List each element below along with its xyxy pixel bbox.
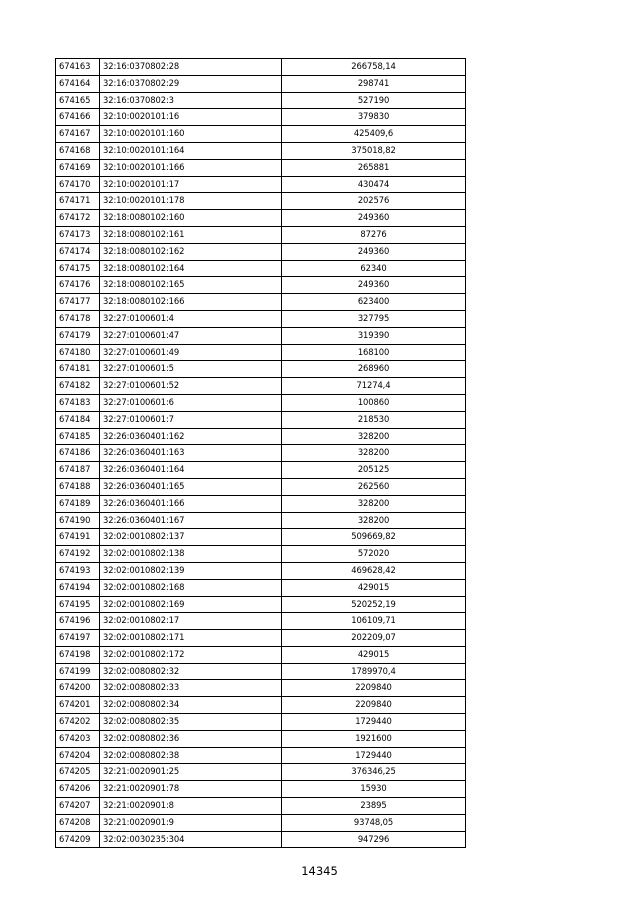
row-id-cell: 674192 (56, 546, 100, 563)
row-id-cell: 674206 (56, 781, 100, 798)
row-id-cell: 674174 (56, 243, 100, 260)
row-id-cell: 674207 (56, 798, 100, 815)
table-row (56, 361, 466, 378)
table-row (56, 378, 466, 395)
row-id-cell: 674183 (56, 394, 100, 411)
row-id-cell: 674176 (56, 277, 100, 294)
row-id-cell: 674177 (56, 294, 100, 311)
value-cell: 429015 (282, 579, 466, 596)
cadastral-number-cell: 32:02:0010802:138 (100, 546, 282, 563)
table-row (56, 730, 466, 747)
table-row (56, 512, 466, 529)
row-id-cell: 674167 (56, 126, 100, 143)
table-row (56, 243, 466, 260)
cadastral-number-cell: 32:16:0370802:3 (100, 92, 282, 109)
value-cell: 168100 (282, 344, 466, 361)
table-row (56, 798, 466, 815)
cadastral-value-table (55, 58, 466, 848)
table-row (56, 529, 466, 546)
value-cell: 100860 (282, 394, 466, 411)
table-row (56, 109, 466, 126)
row-id-cell: 674196 (56, 613, 100, 630)
row-id-cell: 674184 (56, 411, 100, 428)
table-row (56, 310, 466, 327)
cadastral-number-cell: 32:21:0020901:8 (100, 798, 282, 815)
row-id-cell: 674209 (56, 831, 100, 848)
value-cell: 379830 (282, 109, 466, 126)
cadastral-number-cell: 32:21:0020901:9 (100, 814, 282, 831)
value-cell: 15930 (282, 781, 466, 798)
table-row (56, 630, 466, 647)
table-row (56, 747, 466, 764)
table-row (56, 462, 466, 479)
cadastral-number-cell: 32:02:0010802:169 (100, 596, 282, 613)
cadastral-number-cell: 32:26:0360401:164 (100, 462, 282, 479)
value-cell: 249360 (282, 277, 466, 294)
row-id-cell: 674166 (56, 109, 100, 126)
cadastral-number-cell: 32:16:0370802:29 (100, 75, 282, 92)
value-cell: 249360 (282, 210, 466, 227)
row-id-cell: 674195 (56, 596, 100, 613)
cadastral-number-cell: 32:27:0100601:6 (100, 394, 282, 411)
cadastral-number-cell: 32:16:0370802:28 (100, 59, 282, 76)
row-id-cell: 674180 (56, 344, 100, 361)
value-cell: 947296 (282, 831, 466, 848)
row-id-cell: 674163 (56, 59, 100, 76)
table-row (56, 445, 466, 462)
value-cell: 202576 (282, 193, 466, 210)
row-id-cell: 674205 (56, 764, 100, 781)
value-cell: 572020 (282, 546, 466, 563)
row-id-cell: 674187 (56, 462, 100, 479)
value-cell: 202209,07 (282, 630, 466, 647)
row-id-cell: 674190 (56, 512, 100, 529)
table-row (56, 596, 466, 613)
table-row (56, 428, 466, 445)
value-cell: 327795 (282, 310, 466, 327)
value-cell: 2209840 (282, 697, 466, 714)
table-row (56, 92, 466, 109)
row-id-cell: 674182 (56, 378, 100, 395)
row-id-cell: 674179 (56, 327, 100, 344)
row-id-cell: 674193 (56, 562, 100, 579)
row-id-cell: 674208 (56, 814, 100, 831)
row-id-cell: 674191 (56, 529, 100, 546)
cadastral-number-cell: 32:27:0100601:5 (100, 361, 282, 378)
row-id-cell: 674185 (56, 428, 100, 445)
row-id-cell: 674200 (56, 680, 100, 697)
table-row (56, 697, 466, 714)
cadastral-number-cell: 32:10:0020101:160 (100, 126, 282, 143)
cadastral-number-cell: 32:18:0080102:164 (100, 260, 282, 277)
cadastral-number-cell: 32:27:0100601:7 (100, 411, 282, 428)
table-row (56, 193, 466, 210)
value-cell: 319390 (282, 327, 466, 344)
cadastral-number-cell: 32:26:0360401:162 (100, 428, 282, 445)
value-cell: 205125 (282, 462, 466, 479)
table-row (56, 210, 466, 227)
cadastral-number-cell: 32:26:0360401:167 (100, 512, 282, 529)
value-cell: 425409,6 (282, 126, 466, 143)
row-id-cell: 674204 (56, 747, 100, 764)
table-row (56, 781, 466, 798)
cadastral-number-cell: 32:18:0080102:161 (100, 226, 282, 243)
value-cell: 218530 (282, 411, 466, 428)
value-cell: 298741 (282, 75, 466, 92)
table-row (56, 59, 466, 76)
table-row (56, 159, 466, 176)
value-cell: 2209840 (282, 680, 466, 697)
cadastral-number-cell: 32:02:0010802:139 (100, 562, 282, 579)
row-id-cell: 674188 (56, 478, 100, 495)
row-id-cell: 674178 (56, 310, 100, 327)
cadastral-number-cell: 32:02:0010802:17 (100, 613, 282, 630)
cadastral-number-cell: 32:02:0010802:137 (100, 529, 282, 546)
cadastral-number-cell: 32:18:0080102:165 (100, 277, 282, 294)
table-row (56, 142, 466, 159)
value-cell: 1921600 (282, 730, 466, 747)
table-row (56, 714, 466, 731)
value-cell: 520252,19 (282, 596, 466, 613)
value-cell: 328200 (282, 428, 466, 445)
page-number: 14345 (301, 864, 338, 878)
cadastral-number-cell: 32:02:0080802:33 (100, 680, 282, 697)
row-id-cell: 674202 (56, 714, 100, 731)
value-cell: 106109,71 (282, 613, 466, 630)
row-id-cell: 674171 (56, 193, 100, 210)
table-row (56, 814, 466, 831)
value-cell: 509669,82 (282, 529, 466, 546)
cadastral-number-cell: 32:10:0020101:178 (100, 193, 282, 210)
cadastral-number-cell: 32:26:0360401:163 (100, 445, 282, 462)
cadastral-number-cell: 32:21:0020901:78 (100, 781, 282, 798)
row-id-cell: 674197 (56, 630, 100, 647)
table-row (56, 260, 466, 277)
row-id-cell: 674170 (56, 176, 100, 193)
table-row (56, 831, 466, 848)
cadastral-number-cell: 32:02:0080802:38 (100, 747, 282, 764)
table-row (56, 327, 466, 344)
cadastral-number-cell: 32:02:0080802:32 (100, 663, 282, 680)
table-row (56, 126, 466, 143)
table-row (56, 546, 466, 563)
row-id-cell: 674165 (56, 92, 100, 109)
cadastral-number-cell: 32:26:0360401:165 (100, 478, 282, 495)
cadastral-number-cell: 32:10:0020101:17 (100, 176, 282, 193)
cadastral-number-cell: 32:26:0360401:166 (100, 495, 282, 512)
row-id-cell: 674203 (56, 730, 100, 747)
value-cell: 1789970,4 (282, 663, 466, 680)
table-row (56, 646, 466, 663)
table-row (56, 613, 466, 630)
table-row (56, 176, 466, 193)
value-cell: 93748,05 (282, 814, 466, 831)
table-row (56, 562, 466, 579)
value-cell: 262560 (282, 478, 466, 495)
value-cell: 265881 (282, 159, 466, 176)
table-row (56, 411, 466, 428)
value-cell: 375018,82 (282, 142, 466, 159)
row-id-cell: 674189 (56, 495, 100, 512)
table-row (56, 294, 466, 311)
value-cell: 376346,25 (282, 764, 466, 781)
table-row (56, 495, 466, 512)
cadastral-number-cell: 32:27:0100601:49 (100, 344, 282, 361)
value-cell: 266758,14 (282, 59, 466, 76)
row-id-cell: 674169 (56, 159, 100, 176)
table-row (56, 663, 466, 680)
value-cell: 430474 (282, 176, 466, 193)
row-id-cell: 674172 (56, 210, 100, 227)
row-id-cell: 674181 (56, 361, 100, 378)
value-cell: 62340 (282, 260, 466, 277)
cadastral-number-cell: 32:02:0010802:171 (100, 630, 282, 647)
cadastral-number-cell: 32:27:0100601:4 (100, 310, 282, 327)
table-row (56, 226, 466, 243)
row-id-cell: 674201 (56, 697, 100, 714)
value-cell: 249360 (282, 243, 466, 260)
cadastral-number-cell: 32:02:0030235:304 (100, 831, 282, 848)
cadastral-number-cell: 32:21:0020901:25 (100, 764, 282, 781)
value-cell: 268960 (282, 361, 466, 378)
value-cell: 71274,4 (282, 378, 466, 395)
row-id-cell: 674198 (56, 646, 100, 663)
value-cell: 23895 (282, 798, 466, 815)
table-row (56, 478, 466, 495)
row-id-cell: 674199 (56, 663, 100, 680)
cadastral-number-cell: 32:02:0080802:34 (100, 697, 282, 714)
value-cell: 328200 (282, 445, 466, 462)
value-cell: 429015 (282, 646, 466, 663)
cadastral-number-cell: 32:27:0100601:47 (100, 327, 282, 344)
cadastral-number-cell: 32:10:0020101:16 (100, 109, 282, 126)
table-row (56, 764, 466, 781)
value-cell: 328200 (282, 495, 466, 512)
table-row (56, 394, 466, 411)
row-id-cell: 674164 (56, 75, 100, 92)
table-row (56, 277, 466, 294)
row-id-cell: 674168 (56, 142, 100, 159)
row-id-cell: 674175 (56, 260, 100, 277)
cadastral-number-cell: 32:02:0010802:172 (100, 646, 282, 663)
value-cell: 623400 (282, 294, 466, 311)
value-cell: 328200 (282, 512, 466, 529)
value-cell: 469628,42 (282, 562, 466, 579)
value-cell: 87276 (282, 226, 466, 243)
row-id-cell: 674173 (56, 226, 100, 243)
cadastral-number-cell: 32:02:0010802:168 (100, 579, 282, 596)
cadastral-number-cell: 32:27:0100601:52 (100, 378, 282, 395)
table-body (56, 59, 466, 848)
cadastral-number-cell: 32:10:0020101:164 (100, 142, 282, 159)
table-row (56, 680, 466, 697)
cadastral-number-cell: 32:10:0020101:166 (100, 159, 282, 176)
row-id-cell: 674194 (56, 579, 100, 596)
value-cell: 1729440 (282, 714, 466, 731)
cadastral-number-cell: 32:18:0080102:166 (100, 294, 282, 311)
value-cell: 527190 (282, 92, 466, 109)
table-row (56, 344, 466, 361)
value-cell: 1729440 (282, 747, 466, 764)
cadastral-number-cell: 32:18:0080102:162 (100, 243, 282, 260)
row-id-cell: 674186 (56, 445, 100, 462)
cadastral-number-cell: 32:18:0080102:160 (100, 210, 282, 227)
cadastral-number-cell: 32:02:0080802:35 (100, 714, 282, 731)
table-row (56, 75, 466, 92)
table-row (56, 579, 466, 596)
cadastral-number-cell: 32:02:0080802:36 (100, 730, 282, 747)
